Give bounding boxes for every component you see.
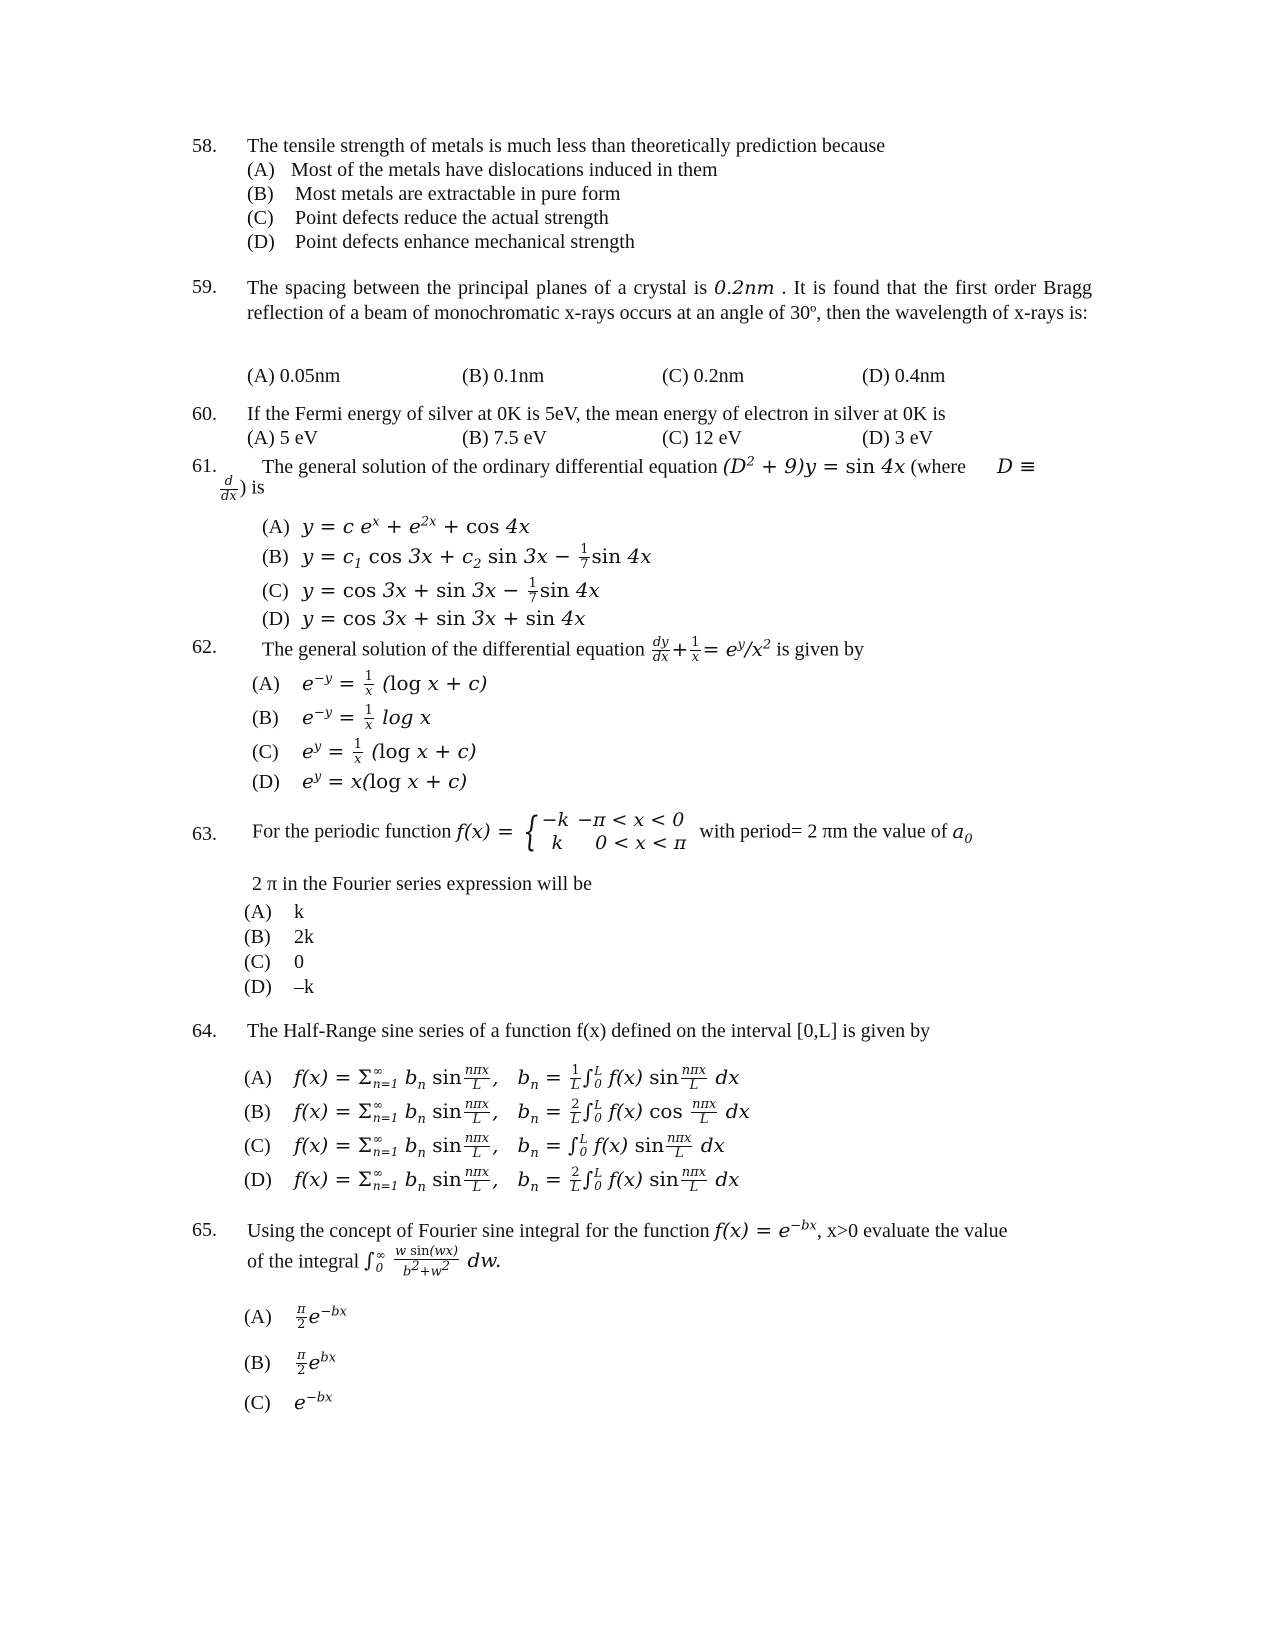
option-text: Point defects reduce the actual strength: [295, 207, 609, 229]
question-number: 61.: [192, 455, 217, 477]
question-text: If the Fermi energy of silver at 0K is 5eV, the mean energy of electron in silver at 0K is: [247, 403, 946, 425]
d-equiv-symbol: D ≡: [997, 454, 1037, 478]
option-label: (C): [247, 207, 274, 229]
option-b: (B) $e^{-y}$ = $\frac{1}{x}$ log x: [252, 703, 432, 733]
question-text: For the periodic function f(x) = { −k −π < x < 0 k 0 < x < π with period= 2 πm the value of $a_0$: [252, 809, 973, 855]
option-b: (B) $\frac{\pi}{2}$ $e^{bx}$: [244, 1348, 337, 1378]
question-number: 65.: [192, 1219, 217, 1241]
question-text: The Half-Range sine series of a function f(x) defined on the interval [0,L] is given by: [247, 1020, 931, 1042]
option-c: (C) 0: [244, 951, 304, 973]
piecewise-function: f(x) = { −k −π < x < 0 k 0 < x < π: [456, 809, 687, 855]
option-a: (A) 0.05nm: [247, 365, 341, 387]
equation: $\frac{dy}{dx}$ + $\frac{1}{x}$ = $e^y/x^2$: [652, 635, 772, 665]
question-text: The general solution of the differential equation $\frac{dy}{dx}$ + $\frac{1}{x}$ = $e^y/x^2$ is given by: [262, 635, 864, 665]
equation: $(D^2 + 9)y = \sin 4x$: [722, 454, 906, 478]
option-c: (C) $e^{-bx}$: [244, 1390, 333, 1414]
option-b: (B) 0.1nm: [462, 365, 545, 387]
option-c: [247, 207, 609, 230]
question-text: The spacing between the principal planes of a crystal is 0.2nm . It is found that the first order Bragg reflection of a beam of monochromatic x-rays occurs at an angle of 30º, then the wavelength of x-rays is:: [247, 277, 1093, 324]
option-d: [247, 231, 635, 254]
option-a: (A) f(x) = Σ ∞ n=1 $b_n$ sin $\frac{\text{nπx}}{L}$ , $b_n$ = $\frac{1}{L}$ ∫ L 0 f(x) sin $\frac{\text{nπx}}{L}$ dx: [244, 1063, 740, 1093]
option-a: (A) $\frac{\pi}{2}$ $e^{-bx}$: [244, 1302, 347, 1332]
option-label: (A): [247, 159, 275, 181]
question-number: 58.: [192, 135, 217, 157]
option-b: [247, 183, 620, 206]
question-text-cont: 2 π in the Fourier series expression will be: [252, 873, 593, 895]
option-b: (B) f(x) = Σ ∞ n=1 $b_n$ sin $\frac{\text{nπx}}{L}$ , $b_n$ = $\frac{2}{L}$ ∫ L 0 f(x) cos $\frac{\text{nπx}}{L}$ dx: [244, 1097, 750, 1127]
option-d: (D) 0.4nm: [862, 365, 946, 387]
question-text: The general solution of the ordinary differential equation $(D^2 + 9)y = \sin 4x$ (where: [262, 454, 966, 478]
option-b: (B) $y = c_1$ $\cos 3x + c_2$ sin 3x − $\frac{1}{7}$ sin 4x: [262, 542, 652, 572]
option-d: (D) –k: [244, 976, 314, 998]
option-c: (C) $e^y$ = $\frac{1}{x}$ (log x + c): [252, 737, 477, 767]
option-c: (C) 12 eV: [662, 427, 742, 449]
question-number: 62.: [192, 636, 217, 658]
option-b: (B) 2k: [244, 926, 314, 948]
question-text: Using the concept of Fourier sine integral for the function $f(x) = e^{-bx}$, x>0 evaluate the value: [247, 1218, 1008, 1242]
option-b: (B) 7.5 eV: [462, 427, 547, 449]
option-a: (A) k: [244, 901, 304, 923]
option-text: Most metals are extractable in pure form: [295, 183, 621, 205]
question-number: 60.: [192, 403, 217, 425]
option-c: (C) y = cos 3x + sin 3x − $\frac{1}{7}$ sin 4x: [262, 576, 600, 606]
option-d: (D) 3 eV: [862, 427, 934, 449]
option-d: (D) f(x) = Σ ∞ n=1 $b_n$ sin $\frac{\text{nπx}}{L}$ , $b_n$ = $\frac{2}{L}$ ∫ L 0 f(x) sin $\frac{\text{nπx}}{L}$ dx: [244, 1165, 740, 1195]
option-a: (A) y = c $e^x + e^{2x} + \cos 4x$: [262, 514, 530, 538]
question-number: 64.: [192, 1020, 217, 1042]
option-label: (D): [247, 231, 275, 253]
option-c: (C) f(x) = Σ ∞ n=1 $b_n$ sin $\frac{\text{nπx}}{L}$ , $b_n$ = ∫ L 0 f(x) sin $\frac{\text{nπx}}{L}$ dx: [244, 1131, 725, 1161]
d-over-dx: $\frac{d}{dx}$ ) is: [221, 474, 265, 504]
option-text: Most of the metals have dislocations induced in them: [291, 159, 718, 181]
option-d: (D) y = cos 3x + sin 3x + sin 4x: [262, 606, 586, 630]
option-text: Point defects enhance mechanical strength: [295, 231, 635, 253]
question-text: The tensile strength of metals is much less than theoretically prediction because: [247, 135, 886, 157]
option-c: (C) 0.2nm: [662, 365, 745, 387]
question-number: 59.: [192, 276, 217, 298]
question-number: 63.: [192, 823, 217, 845]
option-a: (A) 5 eV: [247, 427, 319, 449]
option-a: [247, 159, 718, 182]
question-text-cont: of the integral ∫ ∞ 0 $\frac{\text{w sin(wx)}}{b^2+w^2}$ dw.: [247, 1244, 502, 1279]
option-label: (B): [247, 183, 274, 205]
option-d: (D) $e^y = x(\log$ x + c): [252, 769, 468, 793]
option-a: (A) $e^{-y}$ = $\frac{1}{x}$ (log x + c): [252, 669, 488, 699]
